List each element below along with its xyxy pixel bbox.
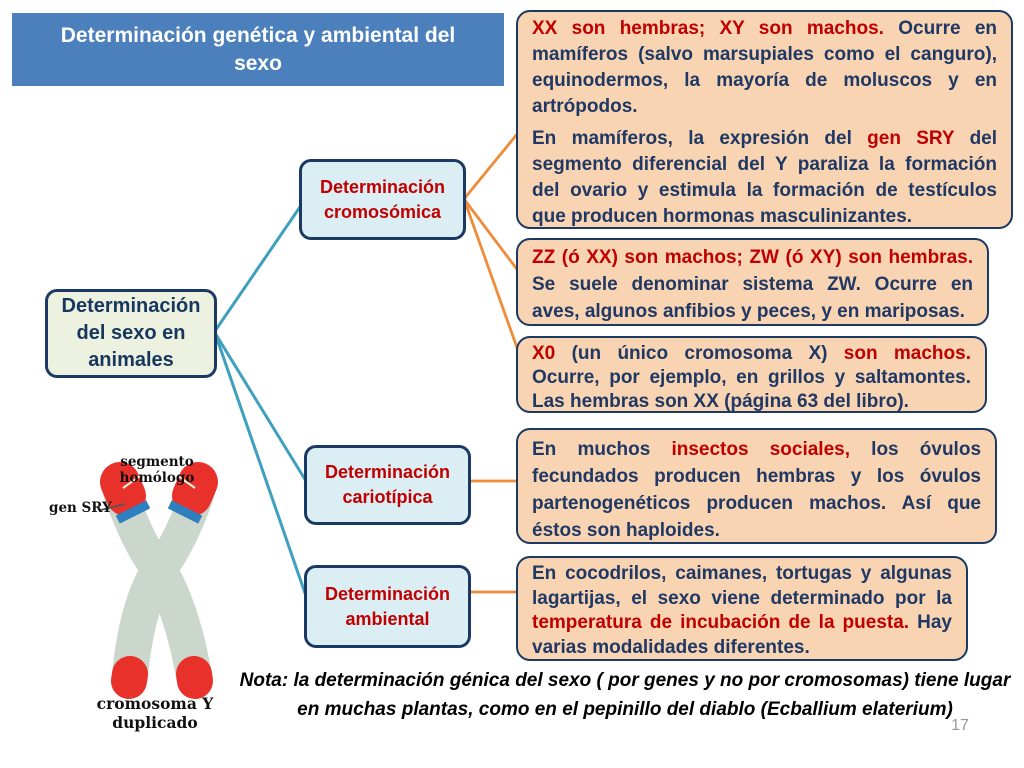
telomere-cap-lower-right: [194, 674, 195, 681]
info-temp-paragraph: [532, 562, 952, 660]
xy-text: Ocurre en mamíferos (salvo marsupiales como el canguro), equinodermos, la mayoría de moluscos y en artrópodos.: [532, 18, 997, 117]
info-box-temperature: [516, 556, 968, 661]
info-box-zw-system: [516, 238, 989, 326]
node-determinacion-ambiental: [304, 565, 471, 648]
telomere-cap-lower-left: [129, 674, 130, 681]
zw-text: Se suele denominar sistema ZW. Ocurre en aves, algunos anfibios y peces, y en mariposas.: [532, 274, 973, 322]
info-social-paragraph: [532, 436, 981, 544]
node-root-label: Determinación del sexo en animales: [61, 295, 201, 371]
node-determinacion-cariotipica: [304, 445, 471, 525]
line-root-to-cromosomica: [215, 204, 302, 331]
page-number: 17: [951, 717, 969, 734]
label-cromosoma-y-duplicado: cromosoma Y duplicado: [96, 694, 214, 732]
social-text: los óvulos fecundados producen hembras y los óvulos partenogenéticos producen machos. Así que éstos son haploides.: [532, 439, 982, 541]
note-text: Nota: la determinación génica del sexo ( por genes y no por cromosomas) tiene lugar en muchas plantas, como en el pepinillo del diablo (Ecballium elaterium): [239, 670, 1011, 720]
info-xy-paragraph-1: [532, 16, 997, 120]
info-zw-paragraph: [532, 244, 973, 325]
zw-highlight: ZZ (ó XX) son machos; ZW (ó XY) son hembras.: [532, 247, 973, 268]
sry-text: del segmento diferencial del Y paraliza la formación del ovario y estimula la formación de testículos que producen hormonas masculinizantes.: [532, 128, 998, 227]
social-highlight: insectos sociales,: [671, 439, 850, 460]
temp-highlight: temperatura de incubación de la puesta.: [532, 612, 910, 633]
info-xy-paragraph-2: [532, 126, 997, 229]
slide-title: [12, 13, 504, 86]
x0-mid-text: (un único cromosoma X): [571, 343, 828, 364]
line-cromosomica-to-x0: [464, 199, 520, 356]
info-x0-paragraph: [532, 342, 971, 413]
info-box-x0-system: [516, 336, 987, 413]
sry-highlight: gen SRY: [867, 128, 955, 149]
node-ambiental-label: Determinación ambiental: [324, 583, 451, 629]
temp-lead: En cocodrilos, caimanes, tortugas y algunas lagartijas, el sexo viene determinado por la: [532, 563, 952, 609]
line-cromosomica-to-xy: [464, 133, 518, 199]
sry-band-right: [183, 508, 187, 516]
info-box-xy-system: [516, 10, 1013, 229]
x0-highlight-2: son machos.: [843, 343, 971, 364]
node-determinacion-cromosomica: [299, 159, 466, 240]
temp-text: Hay varias modalidades diferentes.: [532, 612, 952, 658]
line-cromosomica-to-zw: [464, 199, 519, 272]
chromosome-centromere: [140, 551, 178, 589]
social-lead: En muchos: [532, 439, 651, 460]
node-cariotipica-label: Determinación cariotípica: [324, 462, 451, 507]
sry-lead: En mamíferos, la expresión del: [532, 128, 852, 149]
sry-band-left: [131, 508, 135, 516]
xy-highlight: XX son hembras; XY son machos.: [532, 18, 884, 39]
label-gen-sry: gen SRY: [49, 500, 112, 516]
node-cromosomica-label: Determinación cromosómica: [319, 176, 446, 222]
chromosome-figure: [45, 448, 245, 748]
x0-highlight-1: X0: [532, 343, 556, 364]
node-root-determinacion-sexo-animales: [45, 289, 217, 378]
slide-title-text: Determinación genética y ambiental del sexo: [60, 23, 456, 75]
x0-text: Ocurre, por ejemplo, en grillos y saltamontes. Las hembras son XX (página 63 del libro).: [532, 367, 971, 412]
label-segmento-homologo: segmento homólogo: [119, 454, 195, 486]
info-box-social-insects: [516, 428, 997, 544]
